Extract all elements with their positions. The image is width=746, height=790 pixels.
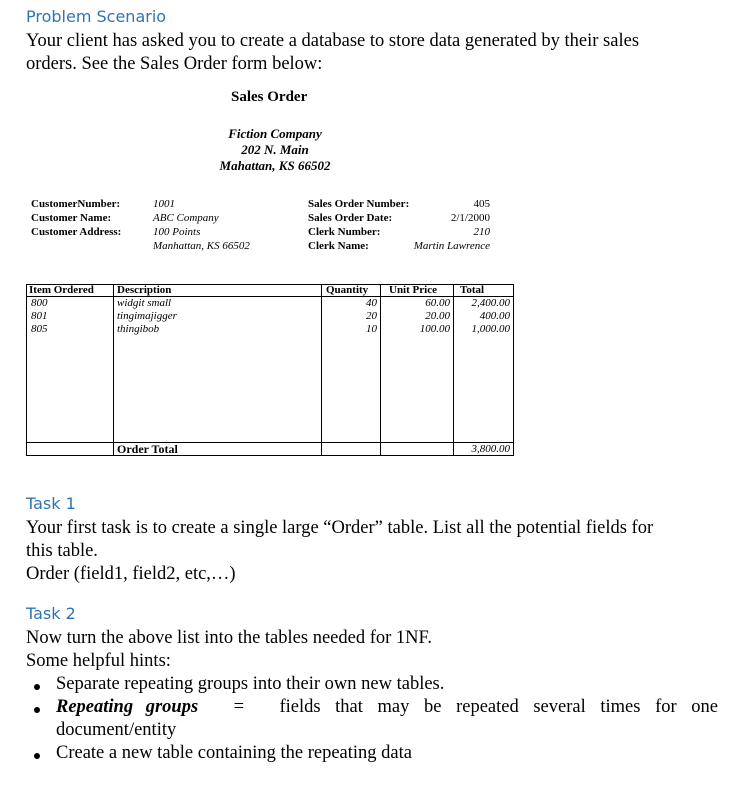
- row-3-total: 1,000.00: [471, 323, 510, 335]
- customer-address-line-1: 100 Points: [153, 226, 201, 238]
- header-quantity: Quantity: [326, 284, 369, 296]
- clerk-name-value: Martin Lawrence: [413, 240, 490, 252]
- row-1-unit-price: 60.00: [425, 297, 450, 309]
- hint-3: Create a new table containing the repeating data: [56, 743, 412, 763]
- task1-text-line-3: Order (field1, field2, etc,…): [26, 564, 236, 584]
- order-total-value: 3,800.00: [471, 443, 510, 455]
- task1-heading: Task 1: [26, 494, 76, 513]
- hint-2-line-1: [56, 696, 718, 719]
- row-3-item: 805: [31, 323, 48, 335]
- customer-number-value: 1001: [153, 198, 175, 210]
- bullet-icon: [34, 684, 40, 690]
- row-1-quantity: 40: [366, 297, 377, 309]
- form-title: Sales Order: [231, 89, 308, 105]
- sales-order-date-label: Sales Order Date:: [308, 212, 393, 224]
- problem-heading: Problem Scenario: [26, 7, 167, 26]
- hint-2-definition: fields that may be repeated several times for one: [279, 697, 718, 717]
- row-2-item: 801: [31, 310, 48, 322]
- hint-1: Separate repeating groups into their own new tables.: [56, 674, 445, 694]
- clerk-number-label: Clerk Number:: [308, 226, 381, 238]
- row-3-description: thingibob: [117, 323, 160, 335]
- hint-2-equals: =: [233, 697, 245, 717]
- sales-order-number-label: Sales Order Number:: [308, 198, 410, 210]
- clerk-name-label: Clerk Name:: [308, 240, 369, 252]
- row-1-description: widgit small: [117, 297, 172, 309]
- row-1-total: 2,400.00: [471, 297, 510, 309]
- clerk-number-value: 210: [473, 226, 490, 238]
- header-description: Description: [117, 284, 172, 296]
- bullet-icon: [34, 707, 40, 713]
- row-3-unit-price: 100.00: [419, 323, 450, 335]
- company-street: 202 N. Main: [241, 142, 309, 157]
- task2-heading: Task 2: [26, 604, 76, 623]
- task1-text-line-2: this table.: [26, 541, 98, 561]
- customer-name-label: Customer Name:: [31, 212, 112, 224]
- row-2-unit-price: 20.00: [425, 310, 450, 322]
- problem-text-line-2: orders. See the Sales Order form below:: [26, 54, 323, 74]
- header-unit-price: Unit Price: [389, 284, 437, 296]
- header-rule-left: [26, 296, 322, 297]
- company-name: Fiction Company: [228, 126, 322, 141]
- row-3-quantity: 10: [366, 323, 377, 335]
- row-2-quantity: 20: [366, 310, 377, 322]
- row-2-description: tingimajigger: [117, 310, 177, 322]
- row-2-total: 400.00: [479, 310, 510, 322]
- task1-text-line-1: Your first task is to create a single large “Order” table. List all the potential fields for: [26, 518, 654, 538]
- header-total: Total: [460, 284, 485, 296]
- problem-text-line-1: Your client has asked you to create a database to store data generated by their sales: [26, 31, 640, 51]
- company-city: Mahattan, KS 66502: [219, 158, 331, 173]
- sales-order-number-value: 405: [473, 198, 490, 210]
- task2-text-line-2: Some helpful hints:: [26, 651, 171, 671]
- hint-2-term: Repeating groups: [56, 697, 199, 717]
- footer-rule: [26, 442, 514, 443]
- customer-address-label: Customer Address:: [31, 226, 122, 238]
- row-1-item: 800: [31, 297, 48, 309]
- bullet-icon: [34, 753, 40, 759]
- customer-name-value: ABC Company: [153, 212, 219, 224]
- customer-address-line-2: Manhattan, KS 66502: [153, 240, 250, 252]
- hint-2-line-2: document/entity: [56, 720, 177, 740]
- company-block: [175, 126, 375, 174]
- header-item-ordered: Item Ordered: [29, 284, 94, 296]
- task2-text-line-1: Now turn the above list into the tables needed for 1NF.: [26, 628, 432, 648]
- order-total-label: Order Total: [117, 442, 178, 456]
- sales-order-date-value: 2/1/2000: [450, 212, 490, 224]
- customer-number-label: CustomerNumber:: [31, 198, 121, 210]
